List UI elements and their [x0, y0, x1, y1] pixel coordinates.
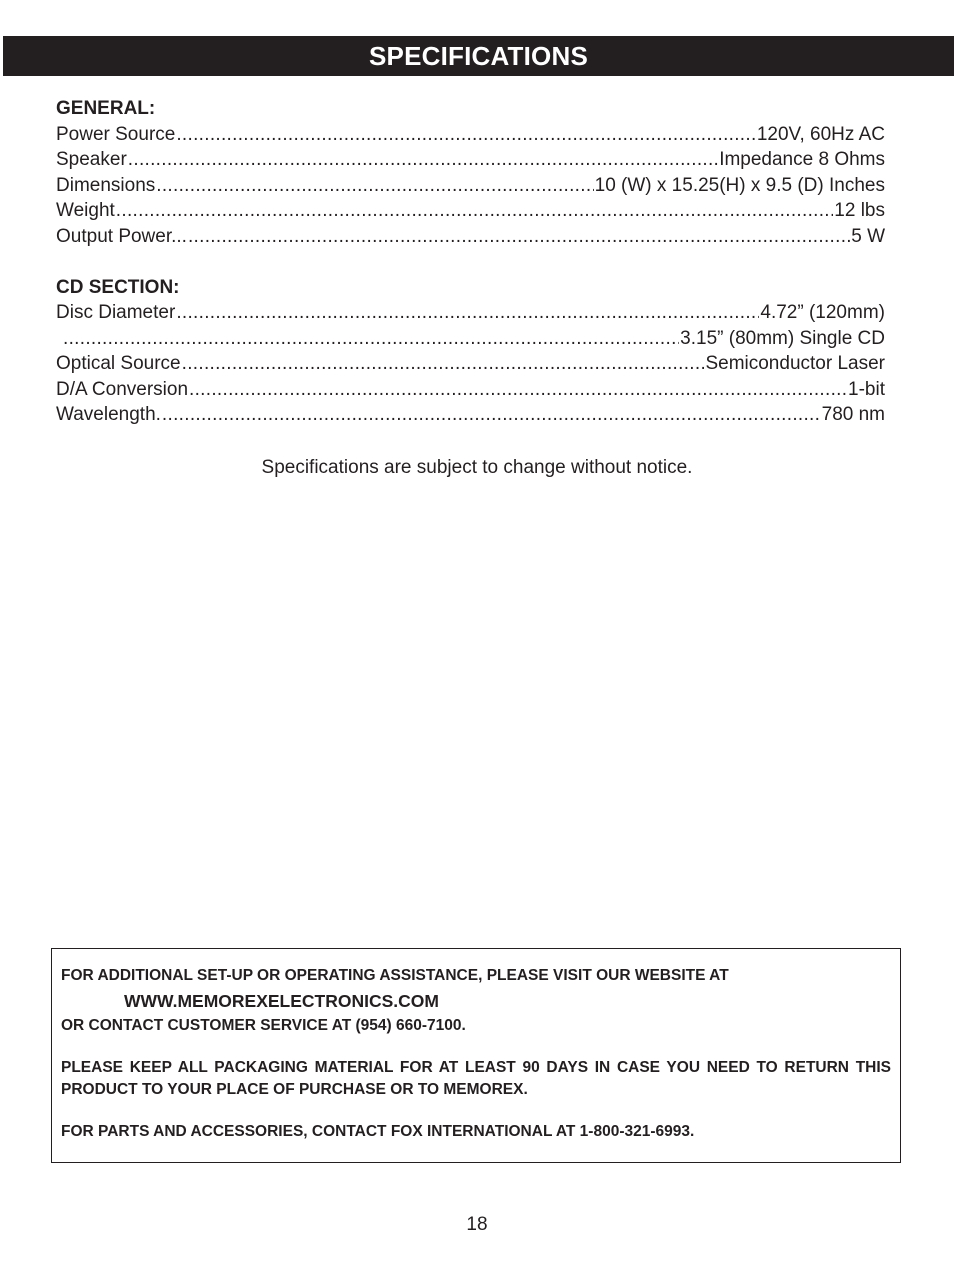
spec-value: Semiconductor Laser [705, 353, 885, 374]
spec-label: Output Power... [56, 225, 187, 247]
section-gap [56, 249, 885, 275]
spec-label: Disc Diameter [56, 302, 176, 323]
spec-value: 120V, 60Hz AC [756, 123, 885, 145]
spec-value: 12 lbs [834, 200, 885, 221]
leader-dots [162, 402, 821, 428]
leader-dots [176, 300, 759, 326]
leader-dots [128, 147, 718, 173]
spec-row-output-power [56, 224, 885, 250]
spec-row-disc-diameter-small [56, 326, 885, 352]
spec-value: 4.72” (120mm) [760, 302, 885, 323]
spec-row-dimensions [56, 173, 885, 199]
packaging-notice: PLEASE KEEP ALL PACKAGING MATERIAL FOR AT LEAST 90 DAYS IN CASE YOU NEED TO RETURN THIS PRODUCT TO YOUR PLACE OF PURCHASE OR TO MEMOREX. [61, 1059, 891, 1098]
leader-dots [176, 122, 755, 148]
leader-dots [63, 326, 679, 352]
spec-row-optical-source [56, 351, 885, 377]
spec-row-weight [56, 198, 885, 224]
cd-section-heading: CD SECTION: [56, 276, 180, 298]
spec-label: Optical Source [56, 353, 181, 374]
spec-label: D/A Conversion [56, 378, 189, 400]
general-heading: GENERAL: [56, 98, 156, 119]
customer-service-line: OR CONTACT CUSTOMER SERVICE AT (954) 660-7100. [61, 1017, 466, 1034]
spec-row-power-source [56, 122, 885, 148]
spec-row-speaker [56, 147, 885, 173]
spec-label: Wavelength. [56, 404, 161, 425]
spec-value: 780 nm [821, 404, 885, 425]
spec-row-wavelength [56, 402, 885, 428]
spec-label: Power Source [56, 123, 176, 145]
parts-contact: FOR PARTS AND ACCESSORIES, CONTACT FOX INTERNATIONAL AT 1-800-321-6993. [61, 1123, 695, 1140]
leader-dots [189, 377, 847, 403]
leader-dots [156, 173, 593, 199]
website-intro: FOR ADDITIONAL SET-UP OR OPERATING ASSISTANCE, PLEASE VISIT OUR WEBSITE AT [61, 967, 729, 984]
title-banner [3, 36, 954, 76]
spec-value: 1-bit [848, 378, 885, 400]
leader-dots [182, 351, 705, 377]
spec-label: Dimensions [56, 174, 156, 196]
spec-value: 10 (W) x 15.25(H) x 9.5 (D) Inches [594, 174, 885, 196]
page-title: SPECIFICATIONS [368, 40, 588, 71]
leader-dots [188, 224, 850, 250]
page-number: 18 [466, 1214, 488, 1235]
spec-value: Impedance 8 Ohms [719, 149, 885, 170]
support-info-box [51, 948, 901, 1163]
change-notice: Specifications are subject to change without notice. [261, 457, 693, 478]
spec-label: Speaker [56, 149, 127, 170]
spec-row-da-conversion [56, 377, 885, 403]
leader-dots [116, 198, 834, 224]
spec-row-disc-diameter [56, 300, 885, 326]
spec-value: 3.15” (80mm) Single CD [680, 327, 885, 349]
spec-label: Weight [56, 200, 115, 221]
website-link[interactable]: WWW.MEMOREXELECTRONICS.COM [124, 991, 439, 1011]
specifications-list [56, 96, 885, 428]
spec-value: 5 W [851, 225, 885, 247]
